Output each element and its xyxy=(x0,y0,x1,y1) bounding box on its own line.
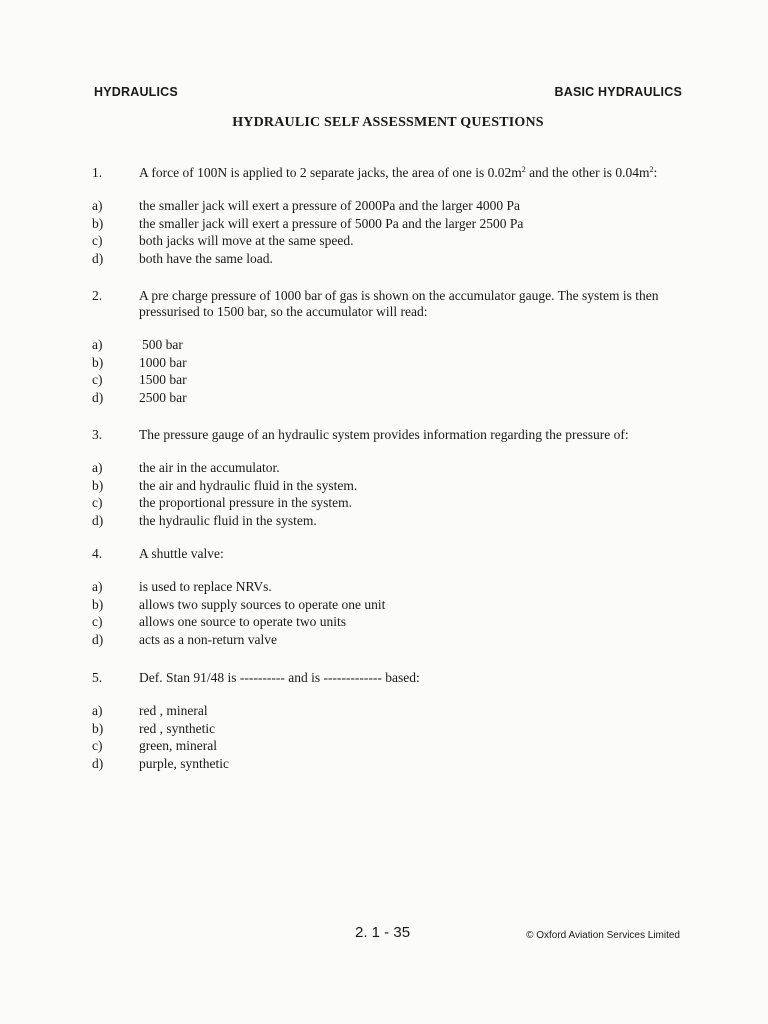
answer-options xyxy=(92,197,692,267)
answer-option xyxy=(92,702,692,720)
answer-option xyxy=(92,737,692,755)
option-text: both have the same load. xyxy=(139,250,273,266)
answer-options xyxy=(92,336,692,406)
question-4 xyxy=(92,546,692,648)
option-text: red , mineral xyxy=(139,703,208,718)
option-text: allows one source to operate two units xyxy=(139,614,346,629)
option-letter: c) xyxy=(92,738,103,753)
answer-option xyxy=(92,197,692,215)
answer-option xyxy=(92,631,692,649)
option-letter: b) xyxy=(92,596,104,612)
option-text: the smaller jack will exert a pressure of 2000Pa and the larger 4000 Pa xyxy=(139,198,521,213)
question-text: A pre charge pressure of 1000 bar of gas is shown on the accumulator gauge. The system is then pressurised to 1500 bar, so the accumulator will read: xyxy=(139,288,659,319)
option-letter: d) xyxy=(92,389,104,405)
option-text: 500 bar xyxy=(142,337,183,352)
option-letter: c) xyxy=(92,495,103,510)
question-number: 3. xyxy=(92,427,103,442)
option-text: the air in the accumulator. xyxy=(139,460,280,475)
option-letter: a) xyxy=(92,198,103,213)
answer-option xyxy=(92,250,692,268)
option-text: acts as a non-return valve xyxy=(139,631,277,647)
option-text: red , synthetic xyxy=(139,720,216,736)
option-letter: a) xyxy=(92,579,103,594)
answer-option xyxy=(92,232,692,250)
question-5 xyxy=(92,670,692,772)
option-text: the air and hydraulic fluid in the system. xyxy=(139,477,358,493)
option-text: is used to replace NRVs. xyxy=(139,579,272,594)
option-letter: c) xyxy=(92,233,103,248)
option-text: the smaller jack will exert a pressure of 5000 Pa and the larger 2500 Pa xyxy=(139,215,524,231)
option-text: the proportional pressure in the system. xyxy=(139,495,352,510)
option-letter: d) xyxy=(92,512,104,528)
option-letter: d) xyxy=(92,755,104,771)
option-letter: b) xyxy=(92,477,104,493)
header-subsection-label: BASIC HYDRAULICS xyxy=(554,85,682,99)
question-text: A force of 100N is applied to 2 separate jacks, the area of one is $0.02m^2$ and the other is $0.04m^2$: xyxy=(139,165,658,180)
option-text: allows two supply sources to operate one unit xyxy=(139,596,386,612)
answer-option xyxy=(92,720,692,738)
question-2 xyxy=(92,288,692,406)
option-text: 2500 bar xyxy=(139,389,187,405)
question-number: 1. xyxy=(92,165,103,180)
answer-option xyxy=(92,336,692,354)
option-text: 1500 bar xyxy=(139,372,187,387)
option-text: the hydraulic fluid in the system. xyxy=(139,512,317,528)
answer-option xyxy=(92,354,692,372)
option-letter: a) xyxy=(92,703,103,718)
answer-option xyxy=(92,371,692,389)
answer-option xyxy=(92,389,692,407)
option-letter: b) xyxy=(92,354,104,370)
question-3 xyxy=(92,427,692,529)
option-text: purple, synthetic xyxy=(139,755,229,771)
copyright-notice: © Oxford Aviation Services Limited xyxy=(526,930,680,941)
answer-option xyxy=(92,578,692,596)
option-letter: a) xyxy=(92,460,103,475)
answer-option xyxy=(92,755,692,773)
answer-options xyxy=(92,578,692,648)
question-text: A shuttle valve: xyxy=(139,546,224,561)
question-number: 4. xyxy=(92,546,103,561)
answer-options xyxy=(92,459,692,529)
option-text: 1000 bar xyxy=(139,354,187,370)
answer-options xyxy=(92,702,692,772)
option-letter: a) xyxy=(92,337,103,352)
option-text: green, mineral xyxy=(139,738,217,753)
option-text: both jacks will move at the same speed. xyxy=(139,233,354,248)
page-number: 2. 1 - 35 xyxy=(355,924,411,941)
page-title: HYDRAULIC SELF ASSESSMENT QUESTIONS xyxy=(232,115,544,130)
answer-option xyxy=(92,512,692,530)
answer-option xyxy=(92,477,692,495)
answer-option xyxy=(92,459,692,477)
answer-option xyxy=(92,613,692,631)
question-number: 2. xyxy=(92,288,103,303)
answer-option xyxy=(92,215,692,233)
option-letter: c) xyxy=(92,614,103,629)
answer-option xyxy=(92,494,692,512)
option-letter: d) xyxy=(92,250,104,266)
question-1 xyxy=(92,165,692,267)
option-letter: b) xyxy=(92,215,104,231)
option-letter: b) xyxy=(92,720,104,736)
option-letter: d) xyxy=(92,631,104,647)
header-section-label: HYDRAULICS xyxy=(94,85,178,99)
question-text: Def. Stan 91/48 is ---------- and is ------------- based: xyxy=(139,670,420,685)
question-text: The pressure gauge of an hydraulic system provides information regarding the pressure of: xyxy=(139,427,629,442)
question-number: 5. xyxy=(92,670,103,685)
option-letter: c) xyxy=(92,372,103,387)
answer-option xyxy=(92,596,692,614)
